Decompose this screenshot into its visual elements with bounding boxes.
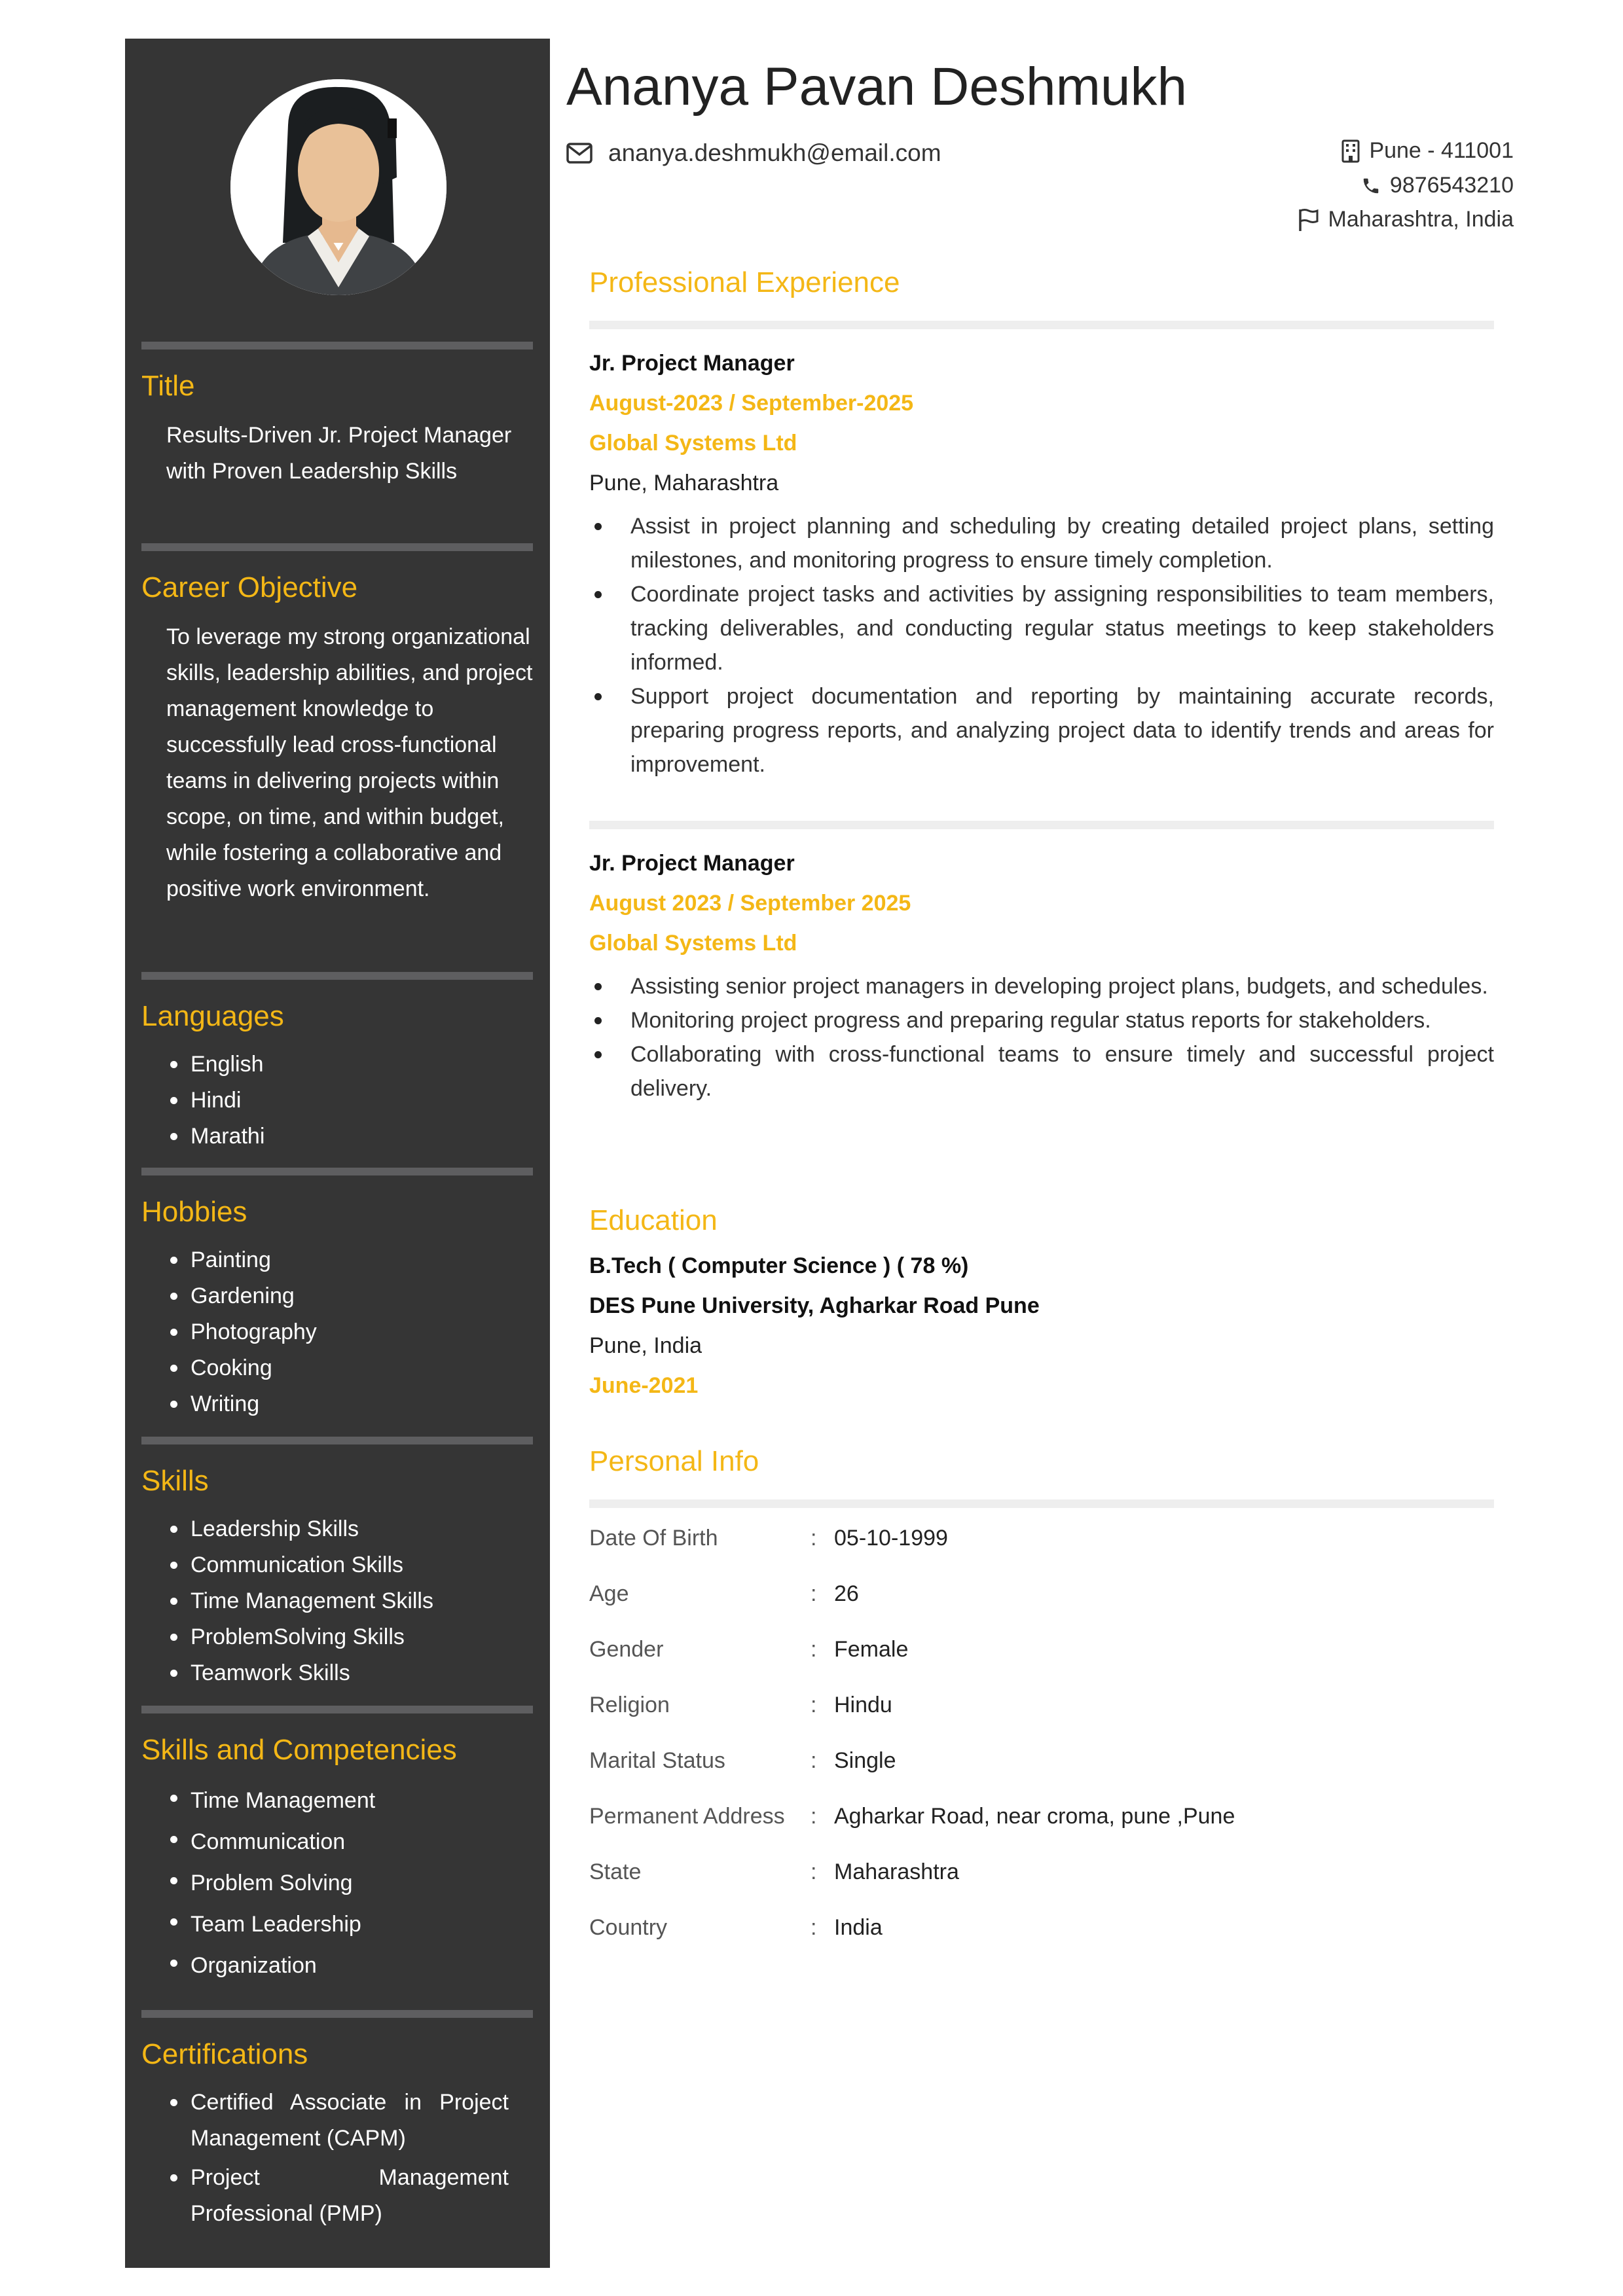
list-item: Writing xyxy=(141,1386,533,1422)
info-label: Marital Status xyxy=(589,1748,725,1773)
list-item: Gardening xyxy=(141,1278,533,1314)
info-colon: : xyxy=(811,1915,817,1940)
career-objective-text: To leverage my strong organizational skills, leadership abilities, and project management knowledge to successfully lead cross-functional teams in delivering projects within scope, on time, and within budget, while fostering a collaborative and positive work environment. xyxy=(166,624,533,901)
certifications-heading: Certifications xyxy=(141,2038,308,2070)
education-location: Pune, India xyxy=(589,1333,702,1358)
personal-info-row xyxy=(589,1748,896,1774)
certifications-list xyxy=(141,2085,533,2232)
info-label: Permanent Address xyxy=(589,1804,785,1829)
city-text: Pune - 411001 xyxy=(1369,138,1514,163)
education-heading: Education xyxy=(589,1204,718,1236)
languages-list xyxy=(141,1047,533,1155)
info-colon: : xyxy=(811,1748,817,1773)
list-item: Photography xyxy=(141,1314,533,1350)
list-item: Project Management Professional (PMP) xyxy=(141,2160,533,2232)
list-item: Painting xyxy=(141,1242,533,1278)
experience-heading: Professional Experience xyxy=(589,266,900,298)
info-colon: : xyxy=(811,1693,817,1717)
languages-heading: Languages xyxy=(141,1000,284,1032)
info-label: Gender xyxy=(589,1637,664,1662)
avatar-illustration xyxy=(230,79,447,295)
email-contact[interactable] xyxy=(566,139,941,167)
job-responsibilities xyxy=(589,969,1494,1105)
career-objective-section xyxy=(141,543,533,907)
education-section xyxy=(589,1206,1494,1399)
section-divider xyxy=(141,342,533,350)
section-divider xyxy=(141,1437,533,1444)
info-label: Date Of Birth xyxy=(589,1526,718,1551)
section-divider xyxy=(141,972,533,980)
info-value: Single xyxy=(834,1748,896,1773)
info-label: Religion xyxy=(589,1693,670,1717)
skills-list xyxy=(141,1511,533,1691)
experience-section xyxy=(589,268,1494,1105)
list-item: Collaborating with cross-functional teams to ensure timely and successful project delivery. xyxy=(589,1037,1494,1105)
list-item: Certified Associate in Project Management (CAPM) xyxy=(141,2085,533,2157)
competencies-heading: Skills and Competencies xyxy=(141,1734,457,1766)
section-divider xyxy=(141,1706,533,1713)
list-item: Time Management Skills xyxy=(141,1583,533,1619)
info-label: Country xyxy=(589,1915,668,1940)
personal-info-row xyxy=(589,1804,1235,1829)
info-value: India xyxy=(834,1915,883,1940)
flag-icon xyxy=(1298,208,1319,232)
education-date: June-2021 xyxy=(589,1373,699,1398)
personal-info-row xyxy=(589,1526,948,1551)
title-text: Results-Driven Jr. Project Manager with Proven Leadership Skills xyxy=(166,423,512,484)
sidebar xyxy=(125,39,550,2268)
job-entry xyxy=(589,351,1494,781)
candidate-name: Ananya Pavan Deshmukh xyxy=(566,57,1188,117)
email-text: ananya.deshmukh@email.com xyxy=(608,139,941,166)
title-heading: Title xyxy=(141,370,195,402)
list-item: ProblemSolving Skills xyxy=(141,1619,533,1655)
info-label: State xyxy=(589,1859,642,1884)
job-responsibilities xyxy=(589,509,1494,781)
hobbies-list xyxy=(141,1242,533,1422)
info-colon: : xyxy=(811,1581,817,1606)
education-institution: DES Pune University, Agharkar Road Pune xyxy=(589,1293,1040,1318)
list-item: Time Management xyxy=(141,1780,533,1821)
competencies-list xyxy=(141,1780,533,1986)
personal-info-row xyxy=(589,1859,959,1885)
building-icon xyxy=(1341,139,1360,163)
phone-contact[interactable] xyxy=(1361,173,1514,198)
list-item: Communication Skills xyxy=(141,1547,533,1583)
job-dates: August-2023 / September-2025 xyxy=(589,391,914,416)
phone-text: 9876543210 xyxy=(1389,173,1514,198)
info-value: Female xyxy=(834,1637,909,1662)
hobbies-heading: Hobbies xyxy=(141,1196,247,1228)
skills-heading: Skills xyxy=(141,1465,209,1497)
personal-info-row xyxy=(589,1693,892,1718)
info-value: 05-10-1999 xyxy=(834,1526,948,1551)
region-text: Maharashtra, India xyxy=(1328,207,1514,232)
section-divider xyxy=(141,543,533,551)
phone-icon xyxy=(1361,176,1381,196)
section-divider xyxy=(141,1168,533,1175)
job-divider xyxy=(589,821,1494,829)
list-item: Support project documentation and reporting by maintaining accurate records, preparing progress reports, and analyzing project data to identify trends and areas for improvement. xyxy=(589,679,1494,781)
personal-info-heading: Personal Info xyxy=(589,1445,759,1477)
personal-info-row xyxy=(589,1915,883,1941)
competencies-section xyxy=(141,1706,533,1986)
personal-info-section xyxy=(589,1447,1494,1508)
certifications-section xyxy=(141,2010,533,2235)
info-label: Age xyxy=(589,1581,629,1606)
info-value: Maharashtra xyxy=(834,1859,959,1884)
avatar xyxy=(230,79,447,295)
region-contact xyxy=(1298,207,1514,232)
list-item: Assist in project planning and scheduling by creating detailed project plans, setting milestones, and monitoring progress to ensure timely completion. xyxy=(589,509,1494,577)
list-item: Communication xyxy=(141,1821,533,1863)
career-objective-heading: Career Objective xyxy=(141,571,358,603)
list-item: Leadership Skills xyxy=(141,1511,533,1547)
job-company: Global Systems Ltd xyxy=(589,431,797,456)
info-colon: : xyxy=(811,1526,817,1551)
list-item: Hindi xyxy=(141,1083,533,1119)
list-item: English xyxy=(141,1047,533,1083)
job-title: Jr. Project Manager xyxy=(589,851,795,876)
list-item: Assisting senior project managers in developing project plans, budgets, and schedules. xyxy=(589,969,1494,1003)
job-location: Pune, Maharashtra xyxy=(589,471,779,495)
list-item: Team Leadership xyxy=(141,1904,533,1945)
languages-section xyxy=(141,972,533,1155)
section-divider xyxy=(141,2010,533,2018)
info-value: 26 xyxy=(834,1581,859,1606)
personal-info-row xyxy=(589,1637,908,1662)
job-company: Global Systems Ltd xyxy=(589,931,797,956)
info-colon: : xyxy=(811,1637,817,1662)
job-title: Jr. Project Manager xyxy=(589,351,795,376)
list-item: Coordinate project tasks and activities by assigning responsibilities to team members, tracking deliverables, and conducting regular status meetings to keep stakeholders informed. xyxy=(589,577,1494,679)
job-dates: August 2023 / September 2025 xyxy=(589,891,911,916)
city-contact xyxy=(1341,138,1514,164)
list-item: Monitoring project progress and preparing regular status reports for stakeholders. xyxy=(589,1003,1494,1037)
section-rule xyxy=(589,321,1494,329)
personal-info-row xyxy=(589,1581,859,1607)
job-entry xyxy=(589,851,1494,1105)
info-colon: : xyxy=(811,1804,817,1829)
list-item: Organization xyxy=(141,1945,533,1986)
list-item: Teamwork Skills xyxy=(141,1655,533,1691)
section-rule xyxy=(589,1499,1494,1508)
title-section xyxy=(141,342,533,490)
hobbies-section xyxy=(141,1168,533,1422)
skills-section xyxy=(141,1437,533,1691)
education-degree: B.Tech ( Computer Science ) ( 78 %) xyxy=(589,1253,969,1278)
envelope-icon xyxy=(566,143,593,164)
info-value: Hindu xyxy=(834,1693,892,1717)
list-item: Marathi xyxy=(141,1119,533,1155)
list-item: Problem Solving xyxy=(141,1863,533,1904)
info-colon: : xyxy=(811,1859,817,1884)
info-value: Agharkar Road, near croma, pune ,Pune xyxy=(834,1804,1235,1829)
list-item: Cooking xyxy=(141,1350,533,1386)
